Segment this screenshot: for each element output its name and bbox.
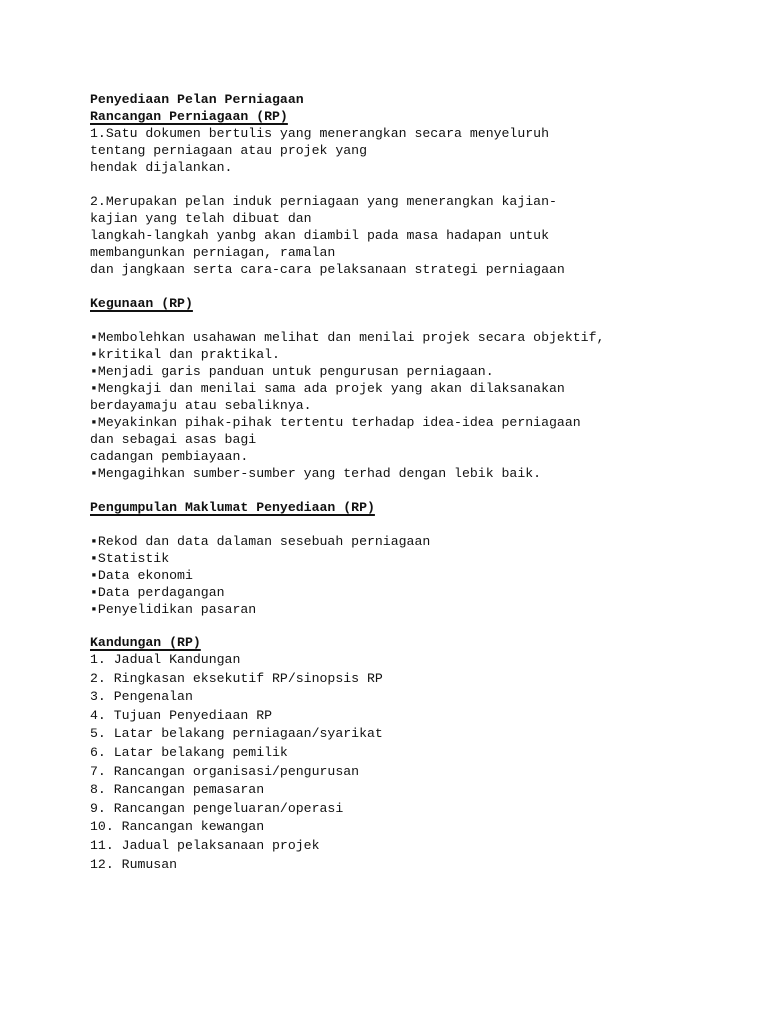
bullet-line: ▪Menjadi garis panduan untuk pengurusan perniagaan. xyxy=(90,364,494,379)
section-rancangan-perniagaan xyxy=(90,108,750,278)
paragraph-line: kajian yang telah dibuat dan xyxy=(90,211,312,226)
list-item: 4. Tujuan Penyediaan RP xyxy=(90,707,273,723)
contents-list xyxy=(90,651,750,874)
bullet-line: ▪Meyakinkan pihak-pihak tertentu terhadap idea-idea perniagaan xyxy=(90,415,581,430)
blank-line xyxy=(90,176,750,193)
bullet-line: cadangan pembiayaan. xyxy=(90,449,249,464)
section-heading: Pengumpulan Maklumat Penyediaan (RP) xyxy=(90,500,375,515)
blank-line xyxy=(90,278,750,295)
paragraph-line: hendak dijalankan. xyxy=(90,160,233,175)
document-title: Penyediaan Pelan Perniagaan xyxy=(90,92,304,107)
list-item: 7. Rancangan organisasi/pengurusan xyxy=(90,763,360,779)
blank-line xyxy=(90,312,750,329)
paragraph-line: dan jangkaan serta cara-cara pelaksanaan strategi perniagaan xyxy=(90,262,565,277)
paragraph-line: 1.Satu dokumen bertulis yang menerangkan secara menyeluruh xyxy=(90,126,549,141)
list-item: 6. Latar belakang pemilik xyxy=(90,744,288,760)
blank-line xyxy=(90,516,750,533)
section-kandungan xyxy=(90,634,750,874)
section-heading: Kegunaan (RP) xyxy=(90,296,193,311)
list-item: 9. Rancangan pengeluaran/operasi xyxy=(90,800,344,816)
section-heading: Kandungan (RP) xyxy=(90,635,201,650)
section-heading: Rancangan Perniagaan (RP) xyxy=(90,109,288,124)
bullet-line: ▪Data perdagangan xyxy=(90,585,225,600)
bullet-line: ▪Mengagihkan sumber-sumber yang terhad dengan lebik baik. xyxy=(90,466,542,481)
list-item: 11. Jadual pelaksanaan projek xyxy=(90,837,320,853)
list-item: 3. Pengenalan xyxy=(90,689,193,705)
bullet-line: ▪Rekod dan data dalaman sesebuah perniagaan xyxy=(90,534,431,549)
bullet-line: ▪kritikal dan praktikal. xyxy=(90,347,280,362)
section-kegunaan xyxy=(90,295,750,482)
bullet-line: ▪Penyelidikan pasaran xyxy=(90,602,257,617)
paragraph-line: 2.Merupakan pelan induk perniagaan yang menerangkan kajian- xyxy=(90,194,557,209)
section-pengumpulan-maklumat xyxy=(90,499,750,618)
list-item: 2. Ringkasan eksekutif RP/sinopsis RP xyxy=(90,670,383,686)
blank-line xyxy=(90,618,750,634)
list-item: 1. Jadual Kandungan xyxy=(90,652,241,667)
bullet-line: ▪Statistik xyxy=(90,551,170,566)
paragraph-line: membangunkan perniagan, ramalan xyxy=(90,245,336,260)
bullet-line: berdayamaju atau sebaliknya. xyxy=(90,398,312,413)
blank-line xyxy=(90,482,750,499)
list-item: 8. Rancangan pemasaran xyxy=(90,782,265,798)
document-page xyxy=(90,91,750,874)
bullet-line: ▪Membolehkan usahawan melihat dan menilai projek secara objektif, xyxy=(90,330,605,345)
bullet-line: dan sebagai asas bagi xyxy=(90,432,257,447)
list-item: 12. Rumusan xyxy=(90,856,178,872)
paragraph-line: tentang perniagaan atau projek yang xyxy=(90,143,367,158)
bullet-line: ▪Data ekonomi xyxy=(90,568,193,583)
list-item: 10. Rancangan kewangan xyxy=(90,819,265,835)
bullet-line: ▪Mengkaji dan menilai sama ada projek yang akan dilaksanakan xyxy=(90,381,565,396)
paragraph-line: langkah-langkah yanbg akan diambil pada masa hadapan untuk xyxy=(90,228,549,243)
list-item: 5. Latar belakang perniagaan/syarikat xyxy=(90,726,383,742)
